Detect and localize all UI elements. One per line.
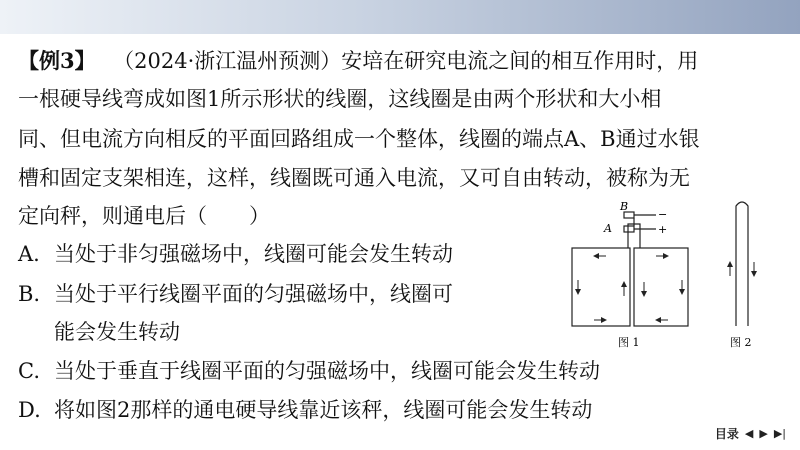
left-loop xyxy=(572,248,630,326)
header-bar xyxy=(0,0,800,34)
question-text-1: 安培在研究电流之间的相互作用时，用 xyxy=(341,49,699,73)
option-d-label: D. xyxy=(18,398,41,422)
right-loop xyxy=(634,248,688,326)
previous-icon[interactable]: ◀ xyxy=(744,427,754,440)
plus-sign: + xyxy=(658,223,668,236)
label-A: A xyxy=(604,222,612,235)
option-c[interactable] xyxy=(18,356,600,386)
example-tag: 【例3】 xyxy=(18,48,96,73)
option-b-continued: 能会发生转动 xyxy=(54,320,180,344)
option-a[interactable] xyxy=(18,239,453,269)
question-line-5: 定向秤，则通电后（ ） xyxy=(18,204,270,228)
question-source: （2024·浙江温州预测） xyxy=(123,49,342,73)
figure-1-caption: 图 1 xyxy=(618,336,640,349)
option-b[interactable] xyxy=(18,279,453,309)
slide-navigation xyxy=(715,425,786,442)
question-line-4: 槽和固定支架相连，这样，线圈既可通入电流，又可自由转动，被称为无 xyxy=(18,166,690,190)
mercury-cup-A xyxy=(624,226,634,232)
coil-figures xyxy=(560,196,780,356)
question-line-1 xyxy=(18,46,698,76)
option-a-text: 当处于非匀强磁场中，线圈可能会发生转动 xyxy=(54,242,453,266)
question-line-2: 一根硬导线弯成如图1所示形状的线圈，这线圈是由两个形状和大小相 xyxy=(18,87,662,111)
option-c-label: C. xyxy=(18,359,40,383)
next-end-icon[interactable]: ▶| xyxy=(773,427,786,440)
figure-2-wire xyxy=(736,202,748,326)
label-B: B xyxy=(620,200,629,213)
option-b-label: B. xyxy=(18,282,41,306)
question-line-3: 同、但电流方向相反的平面回路组成一个整体，线圈的端点A、B通过水银 xyxy=(18,127,700,151)
play-icon[interactable]: ▶ xyxy=(759,427,768,440)
wire-current-arrows xyxy=(730,262,754,276)
straight-wire xyxy=(736,202,748,326)
minus-sign: − xyxy=(658,208,668,221)
option-b-text: 当处于平行线圈平面的匀强磁场中，线圈可 xyxy=(54,282,453,306)
option-a-label: A. xyxy=(18,242,40,266)
table-of-contents-link[interactable]: 目录 xyxy=(714,427,739,441)
option-d[interactable] xyxy=(18,395,592,425)
option-d-text: 将如图2那样的通电硬导线靠近该秤，线圈可能会发生转动 xyxy=(54,398,593,422)
figure-2-caption: 图 2 xyxy=(730,336,752,349)
figure-1-coil xyxy=(572,212,688,326)
option-c-text: 当处于垂直于线圈平面的匀强磁场中，线圈可能会发生转动 xyxy=(54,359,600,383)
